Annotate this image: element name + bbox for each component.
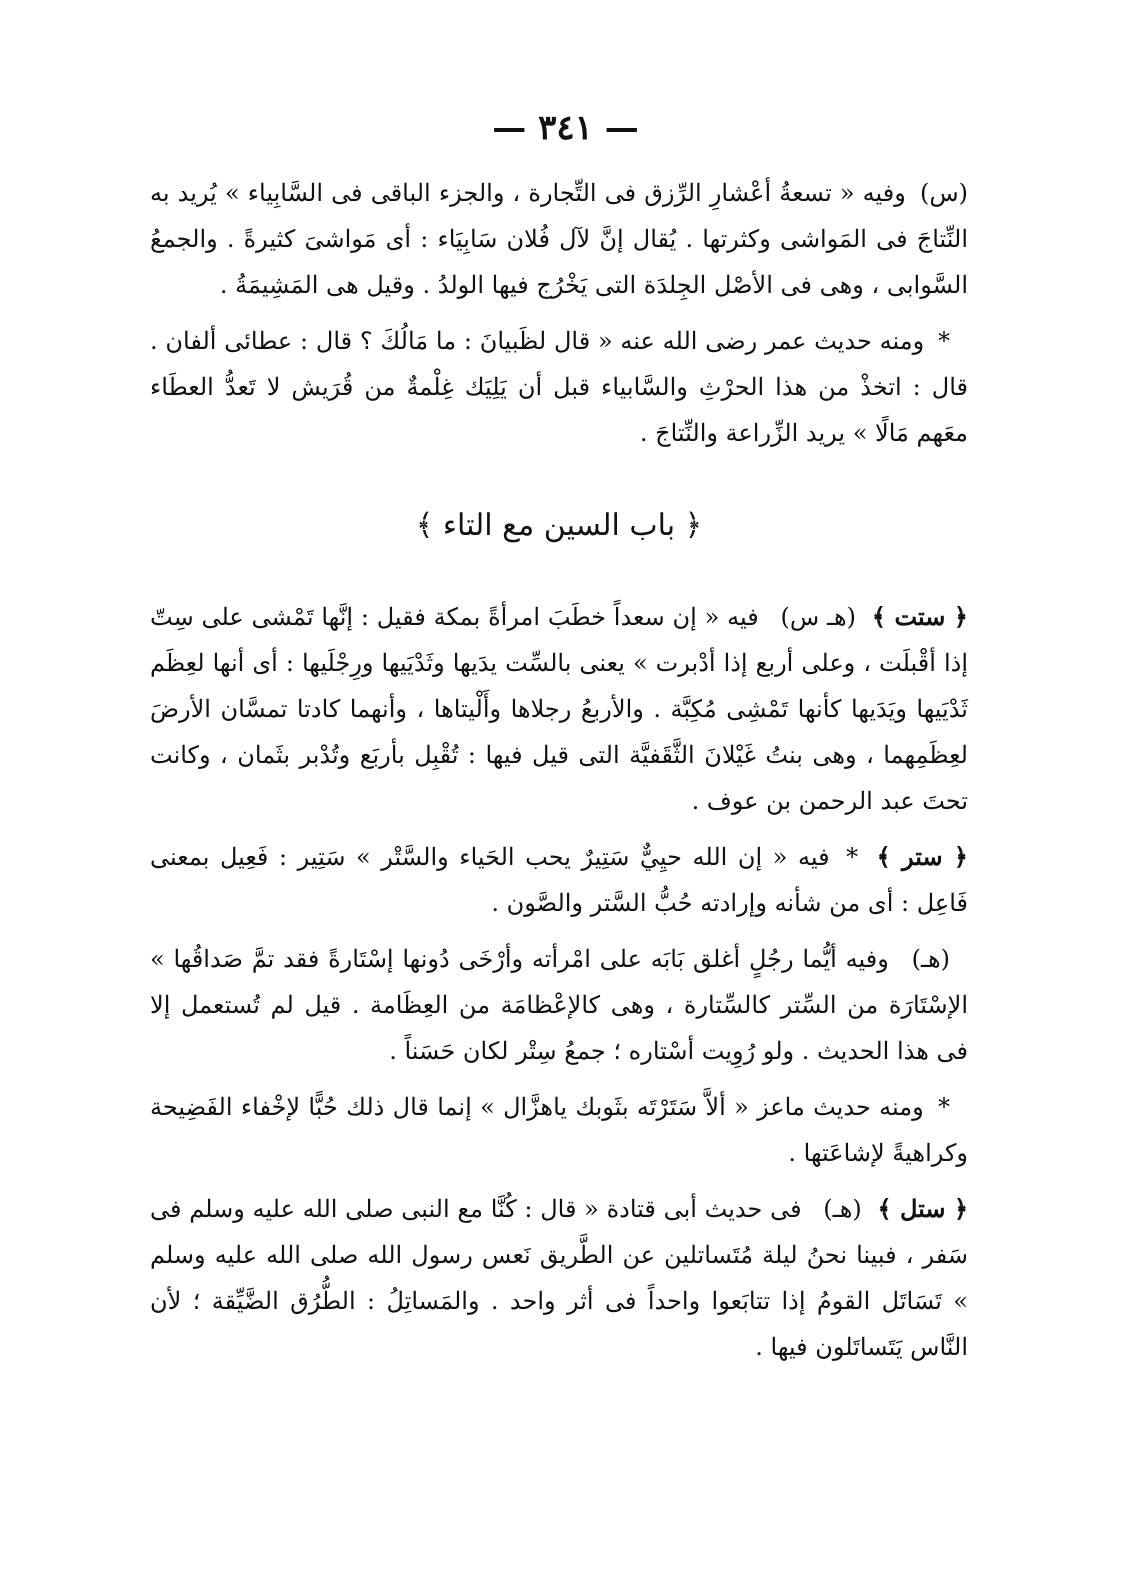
paragraph-lead: (س) (919, 179, 968, 207)
paragraph (150, 170, 968, 308)
entry (150, 1186, 968, 1370)
entry-text: فى حديث أبى قتادة « قال : كُنَّا مع النبى صلى الله عليه وسلم فى سَفر ، فبينا نحنُ ليلة مُتَساتلين عن الطَّريق نَعس رسول الله صلى الله عليه وسلم » تَسَاتَل القومُ إذا تتابَعوا واحداً فى أثر واحد . والمَساتِلُ : الطُّرُق الضَّيِّقة ؛ لأن النَّاس يَتَساتَلون فيها . (150, 1195, 968, 1361)
entry-tag: (هـ س) (780, 603, 857, 631)
entry (150, 834, 968, 926)
entry-text: وفيه أيُّما رجُلٍ أغلق بَابَه على امْرأته وأرْخَى دُونها إسْتَارةً فقد تمَّ صَداقُها » الإسْتَارَة من السِّتر كالسِّتارة ، وهى كالإعْظامَة من العِظَامة . قيل لم تُستعمل إلا فى هذا الحديث . ولو رُوِيت أسْتاره ؛ جمعُ سِتْر لكان حَسَناً . (150, 945, 968, 1065)
paragraph-lead: * (938, 327, 950, 355)
text-column (150, 170, 968, 1380)
entry (150, 594, 968, 824)
section-title: ﴿ باب السين مع التاء ﴾ (415, 508, 703, 543)
paragraph-text: وفيه « تسعةُ أعْشارِ الرِّزق فى التِّجارة ، والجزء الباقى فى السَّابِياء » يُريد به النِّتاجَ فى المَواشى وكثرتها . يُقال إنَّ لآل فُلان سَابِيَاء : أى مَواشىَ كثيرةً . والجمعُ السَّوابى ، وهى فى الأصْل الجِلدَة التى يَخْرُج فيها الولدُ . وقيل هى المَشِيمَةُ . (150, 179, 968, 299)
entry (150, 1084, 968, 1176)
paragraph-text: ومنه حديث عمر رضى الله عنه « قال لظَبيانَ : ما مَالُكَ ؟ قال : عطائى ألفان . قال : اتخذْ من هذا الحرْثِ والسَّابياء قبل أن يَلِيَك غِلْمةٌ من قُرَيش لا تَعدُّ العطَاء معَهم مَالًا » يريد الزِّراعة والنِّتاجَ . (150, 327, 968, 447)
entry-tag: * (846, 843, 859, 871)
page-number: — ٣٤١ — (492, 108, 639, 148)
entry-tag: (هـ) (911, 945, 950, 973)
entry-tag: (هـ) (823, 1195, 862, 1223)
entry-text: فيه « إن الله حيِيٌّ سَتِيرٌ يحب الحَياء والسَّتْر » سَتِير : فَعِيل بمعنى فَاعِل : أى من شأنه وإرادته حُبُّ السَّتر والصَّون . (150, 843, 968, 917)
entry-text: ومنه حديث ماعز « ألاَّ سَتَرْتَه بثَوبك ياهزَّال » إنما قال ذلك حُبًّا لإخْفاء الفَضِيحة وكراهيةً لإشاعَتها . (150, 1093, 968, 1167)
paragraph (150, 318, 968, 456)
entry-head: ﴿ ستر ﴾ (876, 842, 968, 871)
entry-tag: * (938, 1093, 950, 1121)
entry-head: ﴿ ستل ﴾ (877, 1194, 969, 1223)
entry-head: ﴿ ستت ﴾ (871, 602, 968, 631)
entry (150, 936, 968, 1074)
entry-text: فيه « إن سعداً خطَبَ امرأةً بمكة فقيل : إنَّها تَمْشى على سِتّ إذا أقْبلَت ، وعلى أربع إذا أدْبرت » يعنى بالسِّت يدَيها وثَدْيَيها ورِجْلَيها : أى أنها لعِظَم ثَدْيَيها ويَدَيها كأنها تَمْشِى مُكِبَّة . والأربعُ رجلاها وأَلْيتاها ، وأنهما كادتا تمسَّان الأرضَ لعِظَمِهما ، وهى بنتُ غَيْلانَ الثَّقَفيَّة التى قيل فيها : تُقْبِل بأربَع وتُدْبر بثَمان ، وكانت تحتَ عبد الرحمن بن عوف . (150, 603, 968, 815)
